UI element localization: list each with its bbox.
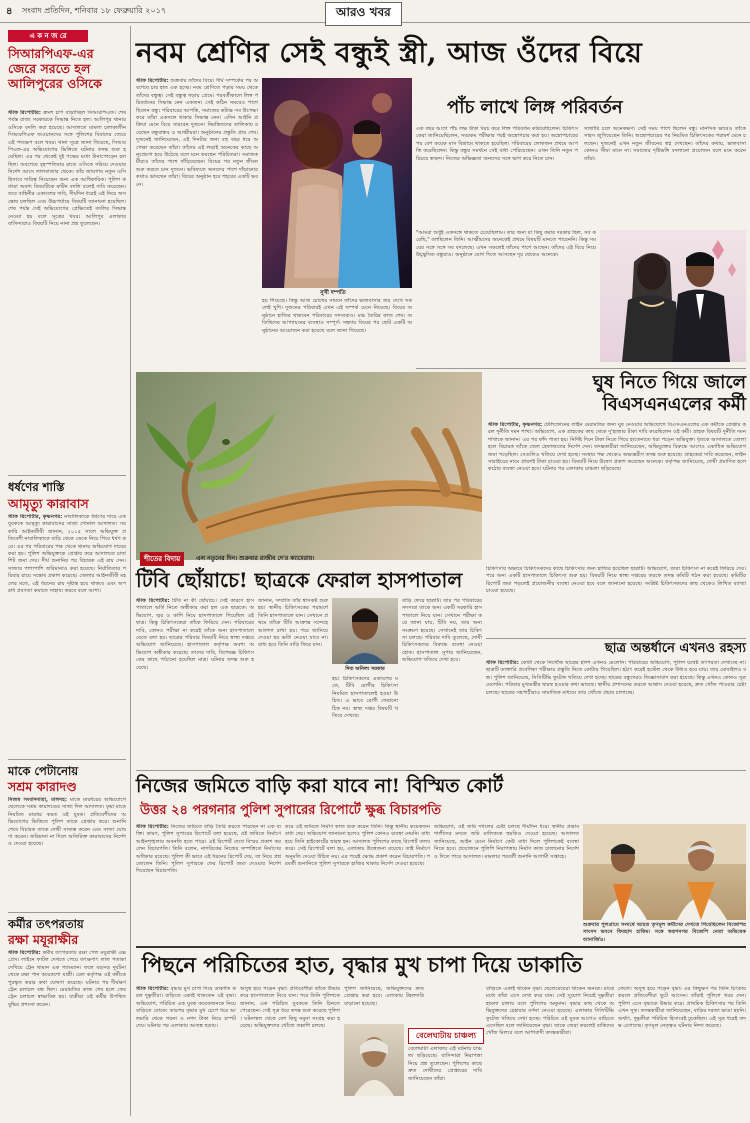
robbery-body-col5: বাড়িতে একাই থাকেন বৃদ্ধা। ছেলেমেয়েরা থাকেন অন্যত্র। মাঝে মধ্যে তাঁরা এসে দেখা করে যান। সেই সুযোগ নিয়েই দুষ্কৃতীরা হামলা চালায় বলে পুলিশের অনুমান। বৃদ্ধার কাছ থেকে অভিযুক্তদের চেহারার বর্ণনা নেওয়া হয়েছে। এলাকার সিসিটিভি ফুটেজ খতিয়ে দেখা হচ্ছে। পরিচিত ওই যুবক আগেও বাড়িতে এসেছিল বলে জানিয়েছেন বৃদ্ধা। তাকে জেরা করলেই বাকিদের খোঁজ মিলবে বলে আশাবাদী তদন্তকারীরা।	[486, 986, 614, 1037]
student-body: স্টাফ রিপোর্টার: কোটা থেকে নিখোঁজ ছাত্রের হদিশ এখনও মেলেনি। পরিবারের অভিযোগ, পুলিশ যথেষ্ট তৎপরতা দেখাচ্ছে না। ছাত্রটি ডাক্তারি প্রবেশিকা পরীক্ষার প্রস্তুতি নিতে কোটায় গিয়েছিল। হঠাৎ করেই হস্টেল থেকে উধাও হয়ে যায়। তার মোবাইলও বন্ধ। পুলিশ জানিয়েছে, সিসিটিভি ফুটেজ খতিয়ে দেখা হচ্ছে। ছাত্রের বন্ধুদেরও জিজ্ঞাসাবাদ করা হয়েছে। কিন্তু এখনও কোনও সূত্র মেলেনি। পরিবার মুখ্যমন্ত্রীর দ্বারস্থ হওয়ার কথা ভাবছে। স্থানীয় প্রশাসনের তরফে আশ্বাস দেওয়া হয়েছে, দ্রুত খোঁজ পাওয়ার চেষ্টা চলছে। ছাত্রের সহপাঠীরাও সামাজিক মাধ্যমে তার খোঁজে প্রচার চালাচ্ছে।	[486, 660, 746, 696]
tb-headline: টিবি ছোঁয়াচে! ছাত্রকে ফেরাল হাসপাতাল	[136, 568, 463, 592]
sidebar-story2-body: স্টাফ রিপোর্টার, কৃষ্ণনগর: নাবালিকাকে ধর্ষণের দায়ে এক যুবককে আমৃত্যু কারাবাসের সাজা শোনাল আদালত। সরকারি আইনজীবী জানান, ২০১৫ সালে অভিযুক্ত প্রতিবেশী নাবালিকাকে বাড়ি থেকে ডেকে নিয়ে গিয়ে ধর্ষণ করে। এর পর পরিবারের পক্ষ থেকে থানায় অভিযোগ দায়ের করা হয়। পুলিশ অভিযুক্তকে গ্রেপ্তার করে আদালতে চার্জশিট জমা দেয়। দীর্ঘ শুনানির পর বিচারক এই রায় দেন। সাজার পাশাপাশি জরিমানাও করা হয়েছে। নির্যাতিতার পরিবার রায়ে সন্তোষ প্রকাশ করেছে। জেলার আইনজীবী মহলের মতে, এই ধরনের রায় দৃষ্টান্ত হয়ে থাকবে এবং অপরাধ প্রবণতা কমাতে সাহায্য করবে বলে আশা।	[8, 514, 126, 595]
tb-body-col3: হয়। চিকিৎসকদের একাংশের মতে, টিবি রোগীর চিকিৎসা নিয়মিত হাসপাতালেই হওয়া উচিত। এ ভাবে রোগী ফেরানো ঠিক নয়। স্বাস্থ্য দপ্তর বিষয়টি খতিয়ে দেখছে।	[332, 676, 398, 720]
tb-student-photo	[332, 598, 398, 664]
court-photo	[583, 824, 746, 920]
change-body-col1: এক বছর আগে পাঁচ লক্ষ টাকা খরচ করে লিঙ্গ পরিবর্তন করিয়েছিলেন। চিকিৎসকেরা জানিয়েছিলেন, সবরকম পরীক্ষার পরই অস্ত্রোপচার করা হয়। অস্ত্রোপচারের পর বেশ কয়েক মাস বিশ্রামে থাকতে হয়েছিল। পরিবারের লোকজন প্রথমে আপত্তি করেছিলেন। কিন্তু বন্ধুর সমর্থনে সেই বাধা পেরিয়েছেন। এখন তিনি নতুন পরিচয়ে স্বচ্ছন্দ। নিজের অভিজ্ঞতা অন্যদের সঙ্গে ভাগ করে নিতে চান।	[416, 126, 578, 162]
sidebar-story4-body: স্টাফ রিপোর্টার: কর্মীর তৎপরতায় রক্ষা পেল ময়ূরাক্ষী এক্সপ্রেস। লাইনে ফাটল দেখতে পেয়ে তৎক্ষণাৎ লাল পতাকা দেখিয়ে ট্রেন থামান এক গ্যাংম্যান। ফলে বড়সড় দুর্ঘটনা থেকে রক্ষা পান কয়েকশো যাত্রী। রেল কর্তৃপক্ষ ওই কর্মীকে পুরস্কৃত করার কথা ঘোষণা করেছে। ঘটনার পর দীর্ঘক্ষণ ট্রেন চলাচল বন্ধ ছিল। মেরামতির কাজ শেষ হলে ফের ট্রেন চলাচল স্বাভাবিক হয়। যাত্রীরা ওই কর্মীর উপস্থিত বুদ্ধির প্রশংসা করেন।	[8, 950, 126, 1008]
bribe-headline-line1: ঘুষ নিতে গিয়ে জালে	[592, 372, 746, 393]
sidebar-story1-body: স্টাফ রিপোর্টার: ক্রমশ চাপ বাড়াচ্ছিল সিআরপিএফ। শেষ পর্যন্ত রাজ্য সরকারকে সিদ্ধান্ত নিতে হল। আলিপুর থানার ওসিকে বদলি করা হয়েছে। আদালতে মামলা চলাকালীন সিআরপিএফ জওয়ানদের সঙ্গে পুলিশের বিবাদের জেরে এই পদক্ষেপ বলে খবর। থানা সূত্রে জানা গিয়েছে, সিআরপিএফ-এর অভিযোগের ভিত্তিতে ঘটনার তদন্ত শুরু হয়েছিল। এর পর থেকেই দুই পক্ষের মধ্যে টানাপোড়েন চলছিল। অবশেষে বৃহস্পতিবার রাতে ওসিকে সরিয়ে দেওয়ার নির্দেশ আসে লালবাজার থেকে। তাঁর জায়গায় নতুন ওসি হিসাবে দায়িত্ব নিয়েছেন অন্য এক আধিকারিক। পুলিশ কর্তারা অবশ্য বিষয়টিকে রুটিন বদলি বলেই দাবি করেছেন। তবে বাহিনীর একাংশের দাবি, দীর্ঘদিন ধরেই এই নিয়ে অসন্তোষ চলছিল এবং উচ্চপর্যায়ে বিষয়টি জানানো হয়েছিল। শেষ পর্যন্ত সেই অভিযোগের প্রেক্ষিতেই বদলির সিদ্ধান্ত নেওয়া হয় বলে সূত্রের খবর। আলিপুর এলাকার বাসিন্দারাও বিষয়টি নিয়ে নানা প্রশ্ন তুলেছেন।	[8, 110, 126, 228]
sidebar-story2-subhead: আমৃত্যু কারাবাস	[8, 496, 89, 511]
lead-headline: নবম শ্রেণির সেই বন্ধুই স্ত্রী, আজ ওঁদের বিয়ে	[136, 36, 643, 69]
robbery-body-col2: অসুস্থ হয়ে পড়েন বৃদ্ধা। প্রতিবেশীরা তাঁকে উদ্ধার করে হাসপাতালে নিয়ে যান। পরে তিনি পুলিশকে জানান, এক পরিচিত যুবককে তিনি চিনতে পেরেছেন। সেই সূত্র ধরে তদন্ত শুরু করেছে পুলিশ। ঘটনাস্থল থেকে বেশ কিছু নমুনা সংগ্রহ করা হয়েছে। অভিযুক্তদের খোঁজে তল্লাশি চলছে।	[240, 986, 340, 1030]
sidebar-story2-headline: ধর্ষণের শাস্তি	[8, 480, 65, 494]
winter-tag: শীতের বিদায়	[140, 552, 184, 566]
sidebar-story3-headline: মাকে পেটানোয়	[8, 764, 79, 778]
portrait-illustration	[600, 230, 746, 362]
divider	[136, 770, 746, 771]
winter-photo	[136, 372, 482, 560]
change-body-col2: সার্জারি চলে অনেকক্ষণ। সেই সময় পাশে ছিলেন বন্ধু। মানসিক ভাবেও তাঁকে সাহস জুগিয়েছেন তিনি। অস্ত্রোপচারের পর নিয়মিত চিকিৎসকের পরামর্শ মেনে চলছেন। দুজনেই এখন নতুন জীবনের স্বপ্ন দেখছেন। তাঁদের কথায়, ভালবাসা কোনও সীমা মানে না। সমাজের দৃষ্টিভঙ্গি বদলানো প্রয়োজন বলে মনে করেন তাঁরা।	[584, 126, 746, 162]
leaders-photo-illustration	[583, 824, 746, 920]
sidebar-story4-headline: কর্মীর তৎপরতায়	[8, 917, 84, 931]
court-body-col2: করে ওই জমিতে নির্মাণ কাজ শুরু করেন তিনি। কিন্তু স্থানীয় কয়েকজন বাধা দেয়। অভিযোগ জানানো হলেও পুলিশ কোনও ব্যবস্থা নেয়নি। বাধ্য হয়ে তিনি হাইকোর্টের দ্বারস্থ হন। আদালত পুলিশের কাছে রিপোর্ট তলব করে। সেই রিপোর্টে বলা হয়, এলাকায় উত্তেজনা রয়েছে। তাই নির্মাণে অনুমতি দেওয়া উচিত নয়। এর পরেই ক্ষোভ প্রকাশ করেন বিচারপতি। পরবর্তী শুনানিতে পুলিশ সুপারকে হাজির থাকার নির্দেশ দেওয়া হয়েছে।	[285, 824, 430, 868]
couple-photo-illustration	[262, 78, 412, 288]
divider	[8, 475, 126, 476]
divider	[486, 638, 746, 639]
portrait-photo	[600, 230, 746, 362]
robbery-body-col4: বেলেঘাটা এলাকায় এই ঘটনায় চাঞ্চল্য ছড়িয়েছে। বাসিন্দারা নিরাপত্তা নিয়ে প্রশ্ন তুলেছেন। পুলিশের কাছে দ্রুত দোষীদের গ্রেপ্তারের দাবি জানিয়েছেন তাঁরা।	[408, 1046, 482, 1082]
robbery-body-col1: স্টাফ রিপোর্টার: বৃদ্ধার মুখ চাপা দিয়ে ডাকাতি করল দুষ্কৃতীরা। বাড়িতে একাই থাকতেন ওই বৃদ্ধা। অভিযোগ, পরিচিত এক যুবক কয়েকজনকে নিয়ে বাড়িতে ঢোকে। তারপর বৃদ্ধার মুখ চেপে ধরে আলমারি থেকে গয়না ও নগদ টাকা নিয়ে চম্পট দেয়। ঘটনার পর এলাকায় আতঙ্ক ছড়ায়।	[136, 986, 236, 1030]
robbery-victim-photo	[344, 1024, 404, 1096]
robbery-body-col6: ফেলে। অসুস্থ হয়ে পড়েন বৃদ্ধা। এর কিছুক্ষণ পর তিনি চিৎকার করলে প্রতিবেশীরা ছুটে আসেন। তাঁরাই পুলিশে খবর দেন। পুলিশ এসে বৃদ্ধাকে উদ্ধার করে। প্রাথমিক চিকিৎসার পর তিনি এখন সুস্থ। তদন্তকারীরা জানিয়েছেন, বাড়ির দরজা ভাঙা হয়নি। অর্থাৎ, দুষ্কৃতীরা পরিচিত হিসাবেই ঢুকেছিল। এই সূত্র ধরেই তদন্ত এগোচ্ছে। তৃণমূল নেতৃত্বও ঘটনার নিন্দা করেছে।	[618, 986, 746, 1030]
tb-body-col2: জানান, সম্প্রতি তাঁর শ্বাসকষ্ট শুরু হয়। স্থানীয় চিকিৎসকের পরামর্শে তিনি হাসপাতালে যান। সেখানে প্রথমে তাঁকে টিবি আক্রান্ত সন্দেহে আলাদা রাখা হয়। পরে জানিয়ে দেওয়া হয় ভর্তি নেওয়া যাবে না। বাধ্য হয়ে তিনি বাড়ি ফিরে যান।	[258, 598, 328, 649]
page-number: ৪	[6, 6, 13, 17]
court-photo-caption: শুক্রবার পুলগ্রামে সংঘর্ষে আহত তৃণমূল কর্মীদের দেখতে গিয়েছিলেন বিজেপির সাংসদ ভবনে ফিরহাদ হাকিম। সঙ্গে স্বরূপনগর বিজেপি নেতা অভিষেক ব্যানার্জিও।	[583, 922, 746, 943]
court-headline: নিজের জমিতে বাড়ি করা যাবে না! বিস্মিত কোর্ট	[136, 775, 504, 797]
lead-body-col2: হয় গিয়েছে। কিন্তু আজ চোখের সামনে তাঁদের ভালবাসার জয় দেখে সকলেই খুশি। দুজনের পরিবারই এখন এই সম্পর্ক মেনে নিয়েছে। বিয়ের অনুষ্ঠানে হাজির থাকবেন পরিবারের সদস্যরাও। মঞ্চ তৈরির কাজ শেষ। অতিথিদের আপ্যায়নের ব্যবস্থাও সম্পূর্ণ। সন্ধ্যায় বিয়ের পর ছোট একটি অনুষ্ঠানের আয়োজন করা হয়েছে বলে জানা গিয়েছে।	[262, 298, 412, 334]
tb-photo-caption: দিব্য অনিল্য সরকার	[345, 666, 385, 672]
bribe-headline-line2: বিএসএনএলের কর্মী	[602, 394, 746, 415]
change-body-col3: "আমরা শুধুই একসঙ্গে থাকতে চেয়েছিলাম। তার জন্য যা কিছু করার দরকার ছিল, সব করেছি," বলছিলেন তিনি। আত্মীয়দের অনেকেই প্রথমে বিষয়টি মানতে পারেননি। কিন্তু সময়ের সঙ্গে সঙ্গে সব বদলেছে। এখন সকলেই তাঁদের পাশে আছেন। তাঁদের এই বিয়ে নিয়ে উচ্ছ্বসিত বন্ধুরাও। অনুষ্ঠানে যোগ দিতে আসছেন দূর থেকেও অনেকে।	[416, 230, 596, 259]
robbery-body-col3: পুলিশ জানিয়েছে, অভিযুক্তদের দ্রুত গ্রেপ্তার করা হবে। এলাকায় টহলদারি বাড়ানো হয়েছে।	[344, 986, 424, 1007]
court-body-col3: অভিযোগ, ওই জমি দখলের চেষ্টা চলছে দীর্ঘদিন ধরে। স্থানীয় প্রভাবশালীদের মদতে জমি মালিককে হুমকিও দেওয়া হয়েছে। আদালত জানিয়েছে, আইন মেনে নির্মাণে কেউ বাধা দিলে পুলিশকেই ব্যবস্থা নিতে হবে। প্রয়োজনে পুলিশি নিরাপত্তায় নির্মাণ কাজ চালানোর নির্দেশও দিতে পারে আদালত। মামলার পরবর্তী শুনানি আগামী সপ্তাহে।	[434, 824, 579, 860]
court-subhead: উত্তর ২৪ পরগনার পুলিশ সুপারের রিপোর্টে ক্ষুব্ধ বিচারপতি	[140, 803, 441, 818]
divider	[8, 912, 126, 913]
change-headline: পাঁচ লাখে লিঙ্গ পরিবর্তন	[447, 97, 623, 118]
student-headline: ছাত্র অন্তর্ধানে এখনও রহস্য	[604, 641, 746, 656]
tb-body-col4: বাড়ি ফেরে ছাত্রটি। তার পর পরিবারের সদস্যরা তাকে অন্য একটি সরকারি হাসপাতালে নিয়ে যান। সেখানে পরীক্ষা করে জানা যায়, টিবি নয়, তার অন্য সংক্রমণ হয়েছে। সেখানেই তার চিকিৎসা চলছে। পরিবার দাবি তুলেছে, দোষী চিকিৎসকদের বিরুদ্ধে ব্যবস্থা নেওয়া হোক। হাসপাতাল সুপার জানিয়েছেন, অভিযোগ খতিয়ে দেখা হবে।	[402, 598, 482, 664]
paper-info: সংবাদ প্রতিদিন, শনিবার ১৮ ফেব্রুয়ারি ২০১৭	[22, 6, 167, 15]
robbery-headline: পিছনে পরিচিতের হাত, বৃদ্ধার মুখ চাপা দিয়ে ডাকাতি	[142, 952, 583, 977]
ekna-tag: এ ক ন জ রে	[8, 30, 88, 42]
divider	[136, 946, 746, 948]
sidebar-story1-headline: সিআরপিএফ-এর জেরে সরতে হল আলিপুরের ওসিকে	[8, 46, 102, 91]
student-portrait-illustration	[332, 598, 398, 664]
robbery-tag: বেলেঘাটায় চাঞ্চল্য	[408, 1028, 484, 1044]
divider	[8, 759, 126, 760]
section-title: আরও খবর	[325, 2, 402, 26]
court-body-col1: স্টাফ রিপোর্টার: নিজের জমিতে বাড়ি তৈরি করতে পারছেন না এক ব্যক্তি। কারণ, পুলিশ সুপারের রিপোর্টে বলা হয়েছে, ওই জমিতে নির্মাণে আইনশৃঙ্খলার অবনতি হতে পারে। এই রিপোর্ট দেখে বিস্ময় প্রকাশ করলেন বিচারপতি। তিনি বলেন, নাগরিকের নিজের সম্পত্তিতে নির্মাণের অধিকার রয়েছে। পুলিশ কী ভাবে এই ধরনের রিপোর্ট দেয়, তা নিয়ে প্রশ্ন তোলেন তিনি। পুলিশ সুপারকে ফের রিপোর্ট জমা দেওয়ার নির্দেশ দিয়েছেন বিচারপতি।	[136, 824, 281, 875]
sidebar-story3-subhead: সশ্রম কারাদণ্ড	[8, 779, 77, 794]
winter-caption: এল নতুনের দিন। শুক্রবার রাজীব দে'র ক্যামেরায়।	[196, 555, 315, 562]
frangipani-branch-illustration	[136, 372, 482, 560]
tb-body-col1: স্টাফ রিপোর্টার: টিবি না কী ছোঁয়াচে। সেই কারণে হাসপাতালে ভর্তি নিতে অস্বীকার করা হল এক ছাত্রকে। অভিযোগ, জ্বর ও কাশি নিয়ে হাসপাতালে গিয়েছিল ওই ছাত্র। কিন্তু চিকিৎসকেরা তাঁকে ফিরিয়ে দেন। পরিবারের দাবি, কোনও পরীক্ষা না করেই তাঁকে অন্য হাসপাতালে যেতে বলা হয়। ছাত্রের পরিবার বিষয়টি নিয়ে স্বাস্থ্য দপ্তরে অভিযোগ জানিয়েছে। হাসপাতাল কর্তৃপক্ষ অবশ্য অভিযোগ অস্বীকার করেছে। তাদের দাবি, বিশেষজ্ঞ চিকিৎসকের কাছে পাঠানো হয়েছিল মাত্র। ঘটনার তদন্ত শুরু হয়েছে।	[136, 598, 254, 671]
bribe-body: স্টাফ রিপোর্টার, কৃষ্ণনগর: টেলিফোনের লাইন মেরামতির জন্য ঘুষ নেওয়ার অভিযোগে বিএসএনএলের এক কর্মীকে গ্রেপ্তার করল দুর্নীতি দমন শাখা। অভিযোগ, এক গ্রাহকের কাছ থেকে দু'হাজার টাকা দাবি করেছিলেন ওই কর্মী। গ্রাহক বিষয়টি দুর্নীতি দমন শাখাকে জানান। এর পর ফাঁদ পাতা হয়। নির্দিষ্ট দিনে টাকা নিতে গিয়ে হাতেনাতে ধরা পড়েন অভিযুক্ত। ধৃতকে আদালতে তোলা হলে বিচারক তাঁকে জেল হেফাজতের নির্দেশ দেন। তদন্তকারীরা জানিয়েছেন, অভিযুক্তের বিরুদ্ধে আগেও একাধিক অভিযোগ জমা পড়েছিল। সেগুলিও খতিয়ে দেখা হচ্ছে। সংস্থার পক্ষ থেকেও অভ্যন্তরীণ তদন্ত শুরু হয়েছে। গ্রাহকেরা দাবি করেছেন, লাইন সারাইয়ের নামে প্রায়শই টাকা চাওয়া হয়। বিষয়টি নিয়ে উদ্বেগ প্রকাশ করেছেন অনেকে। কর্তৃপক্ষ জানিয়েছে, দোষী প্রমাণিত হলে কঠোর ব্যবস্থা নেওয়া হবে। ঘটনার পর এলাকায় চাঞ্চল্য ছড়িয়েছে।	[488, 422, 746, 473]
elderly-woman-illustration	[344, 1024, 404, 1096]
lead-photo	[262, 78, 412, 288]
lead-body-col1: স্টাফ রিপোর্টার: শুক্রবার তাঁদের বিয়ে। দীর্ঘ সম্পর্কের পর অবশেষে চার হাত এক হচ্ছে। নবম শ্রেণিতে পড়ার সময় থেকে তাঁদের বন্ধুত্ব। সেই বন্ধুত্ব গড়ায় প্রেমে। পরবর্তীকালে লিঙ্গ পরিবর্তনের সিদ্ধান্ত নেন একজন। সেই কঠিন সময়েও পাশে ছিলেন বন্ধু। পরিবারের আপত্তি, সমাজের কটাক্ষ সব উপেক্ষা করে তাঁরা একসঙ্গে থাকার সিদ্ধান্ত নেন। এদিন আইনি প্রক্রিয়া মেনে বিয়ে সারবেন দুজনে। নিমন্ত্রিতদের তালিকায় রয়েছেন বন্ধুবান্ধব ও আত্মীয়রা। অনুষ্ঠানের প্রস্তুতি প্রায় শেষ। দুজনেই জানিয়েছেন, এই দিনটার জন্য বহু বছর ধরে অপেক্ষা করেছেন তাঁরা। তাঁদের এই লড়াই অনেকের কাছে অনুপ্রেরণা হয়ে উঠেছে বলে মনে করছেন পরিচিতরা। সমাজকর্মীরাও তাঁদের পাশে দাঁড়িয়েছেন। বিয়ের পর নতুন জীবন শুরু করতে চান দুজনে। ভবিষ্যতে অন্যদের পাশে দাঁড়ানোর কথাও ভাবছেন তাঁরা। বিয়ের অনুষ্ঠান হবে শহরের একটি ভবনে।	[136, 78, 258, 188]
divider	[416, 368, 746, 369]
tb-body-col5: চিকিৎসার অভাবে চিকিৎসকদের কাছে চিকিৎসার জন্য হাজির হয়েছিল ছাত্রটি। অভিযোগ, তারা চিকিৎসা না করেই ফিরিয়ে দেয়। পরে অন্য একটি হাসপাতালে চিকিৎসা শুরু হয়। বিষয়টি নিয়ে স্বাস্থ্য দপ্তরের তরফে তদন্ত কমিটি গঠন করা হয়েছে। কমিটির রিপোর্ট জমা পড়লেই প্রয়োজনীয় ব্যবস্থা নেওয়া হবে বলে জানানো হয়েছে। সংশ্লিষ্ট চিকিৎসকদের কাছ থেকেও লিখিত ব্যাখ্যা চাওয়া হয়েছে।	[486, 566, 746, 595]
sidebar-story4-subhead: রক্ষা মযূরাক্ষীর	[8, 932, 79, 947]
lead-caption: সুখী দম্পতি	[320, 290, 346, 296]
sidebar-story3-body: নিজস্ব সংবাদদাতা, মালদহ: মাকে মারধরের অভিযোগে ছেলেকে সশ্রম কারাদণ্ডের সাজা দিল আদালত। বৃদ্ধা মাকে নিয়মিত মারধর করত ওই যুবক। প্রতিবেশীদের অভিযোগের ভিত্তিতে পুলিশ তাকে গ্রেপ্তার করে। শুনানি শেষে বিচারক তাকে দোষী সাব্যস্ত করেন এবং সাজা ঘোষণা করেন। জরিমানা না দিলে অতিরিক্ত কারাবাসের নির্দেশও দেওয়া হয়েছে।	[8, 797, 126, 848]
